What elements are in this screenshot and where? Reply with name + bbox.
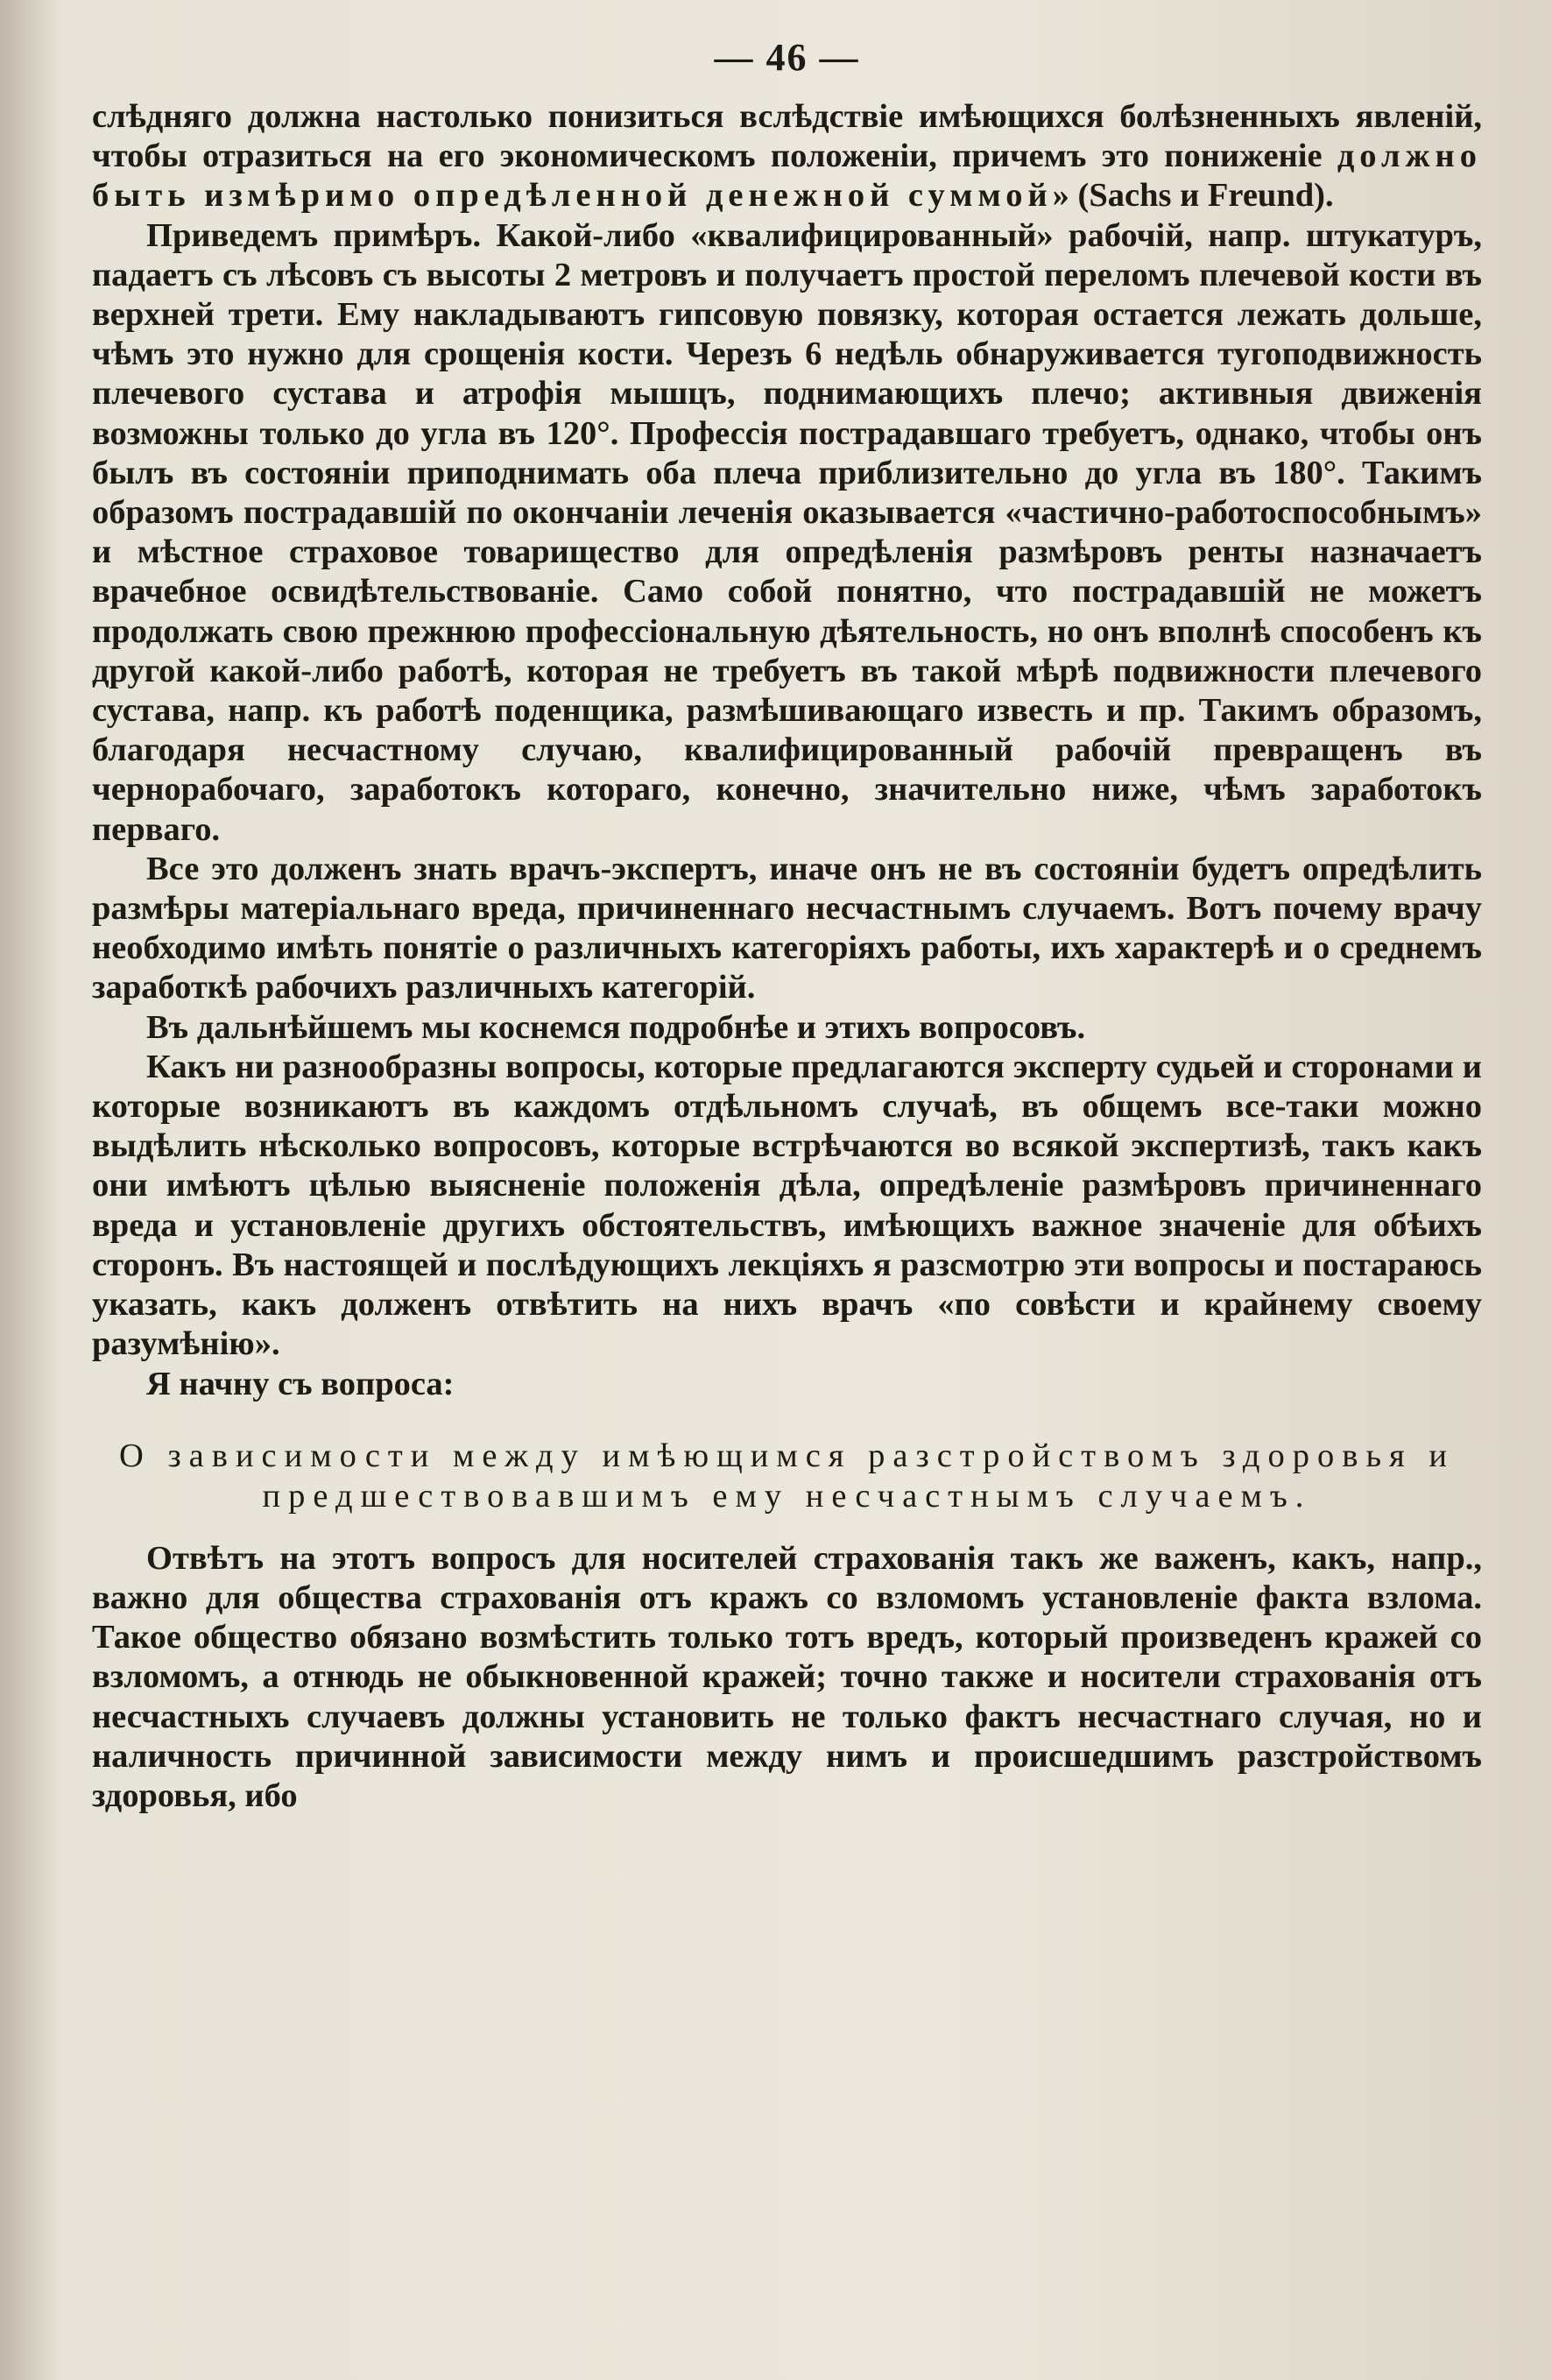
paragraph-begin: Я начну съ вопроса:	[146, 1365, 455, 1402]
section-heading: О зависимости между имѣющимся разстройствомъ здоровья и предшествовавшимъ ему несчастнымъ случаемъ.	[119, 1437, 1455, 1515]
page-number: — 46 —	[714, 36, 860, 79]
paragraph-further: Въ дальнѣйшемъ мы коснемся подробнѣе и этихъ вопросовъ.	[146, 1008, 1086, 1046]
paragraph-answer: Отвѣтъ на этотъ вопросъ для носителей страхованія такъ же важенъ, какъ, напр., важно для общества страхованія отъ кражъ со взломомъ установленіе факта взлома. Такое общество обязано возмѣстить только тотъ вредъ, который произведенъ кражей со взломомъ, а отнюдь не обыкновенной кражей; точно также и носители страхованія отъ несчастныхъ случаевъ должны установить не только фактъ несчастнаго случая, но и наличность причинной зависимости между нимъ и происшедшимъ разстройствомъ здоровья, ибо	[92, 1539, 1482, 1814]
paragraph-expert-knowledge: Все это долженъ знать врачъ-экспертъ, иначе онъ не въ состояніи будетъ опредѣлить размѣры матеріальнаго вреда, причиненнаго несчастнымъ случаемъ. Вотъ почему врачу необходимо имѣть понятіе о различныхъ категоріяхъ работы, ихъ характерѣ и о среднемъ заработкѣ рабочихъ различныхъ категорій.	[92, 850, 1482, 1006]
emphasized-text: должно быть измѣримо опредѣленной денежной суммой	[92, 138, 1482, 215]
paragraph-text-before: слѣдняго должна настолько понизиться вслѣдствіе имѣющихся болѣзненныхъ явленій, чтобы отразиться на его экономическомъ положеніи, причемъ это пониженіе	[92, 98, 1482, 175]
paragraph-example: Приведемъ примѣръ. Какой-либо «квалифицированный» рабочій, напр. штукатуръ, падаетъ съ лѣсовъ съ высоты 2 метровъ и получаетъ простой переломъ плечевой кости въ верхней трети. Ему накладываютъ гипсовую повязку, которая остается лежать дольше, чѣмъ это нужно для срощенія кости. Черезъ 6 недѣль обнаруживается тугоподвижность плечевого сустава и атрофія мышцъ, поднимающихъ плечо; активныя движенія возможны только до угла въ 120°. Профессія пострадавшаго требуетъ, однако, чтобы онъ былъ въ состояніи приподнимать оба плеча приблизительно до угла въ 180°. Такимъ образомъ пострадавшій по окончаніи леченія оказывается «частично-работоспособнымъ» и мѣстное страховое товарищество для опредѣленія размѣровъ ренты назначаетъ врачебное освидѣтельствованіе. Само собой понятно, что пострадавшій не можетъ продолжать свою прежнюю профессіональную дѣятельность, но онъ вполнѣ способенъ къ другой какой-либо работѣ, которая не требуетъ въ такой мѣрѣ подвижности плечевого сустава, напр. къ работѣ поденщика, размѣшивающаго известь и пр. Такимъ образомъ, благодаря несчастному случаю, квалифицированный рабочій превращенъ въ чернорабочаго, заработокъ котораго, конечно, значительно ниже, чѣмъ заработокъ перваго.	[92, 216, 1482, 848]
paragraph-text-after: » (Sachs и Freund).	[1052, 177, 1334, 215]
paragraph-continuation	[92, 97, 1482, 216]
paragraph-questions: Какъ ни разнообразны вопросы, которые предлагаются эксперту судьей и сторонами и которые возникаютъ въ каждомъ отдѣльномъ случаѣ, въ общемъ все-таки можно выдѣлить нѣсколько вопросовъ, которые встрѣчаются во всякой экспертизѣ, такъ какъ они имѣютъ цѣлью выясненіе положенія дѣла, опредѣленіе размѣровъ причиненнаго вреда и установленіе другихъ обстоятельствъ, имѣющихъ важное значеніе для обѣихъ сторонъ. Въ настоящей и послѣдующихъ лекціяхъ я разсмотрю эти вопросы и постараюсь указать, какъ долженъ отвѣтить на нихъ врачъ «по совѣсти и крайнему своему разумѣнію».	[92, 1048, 1482, 1363]
